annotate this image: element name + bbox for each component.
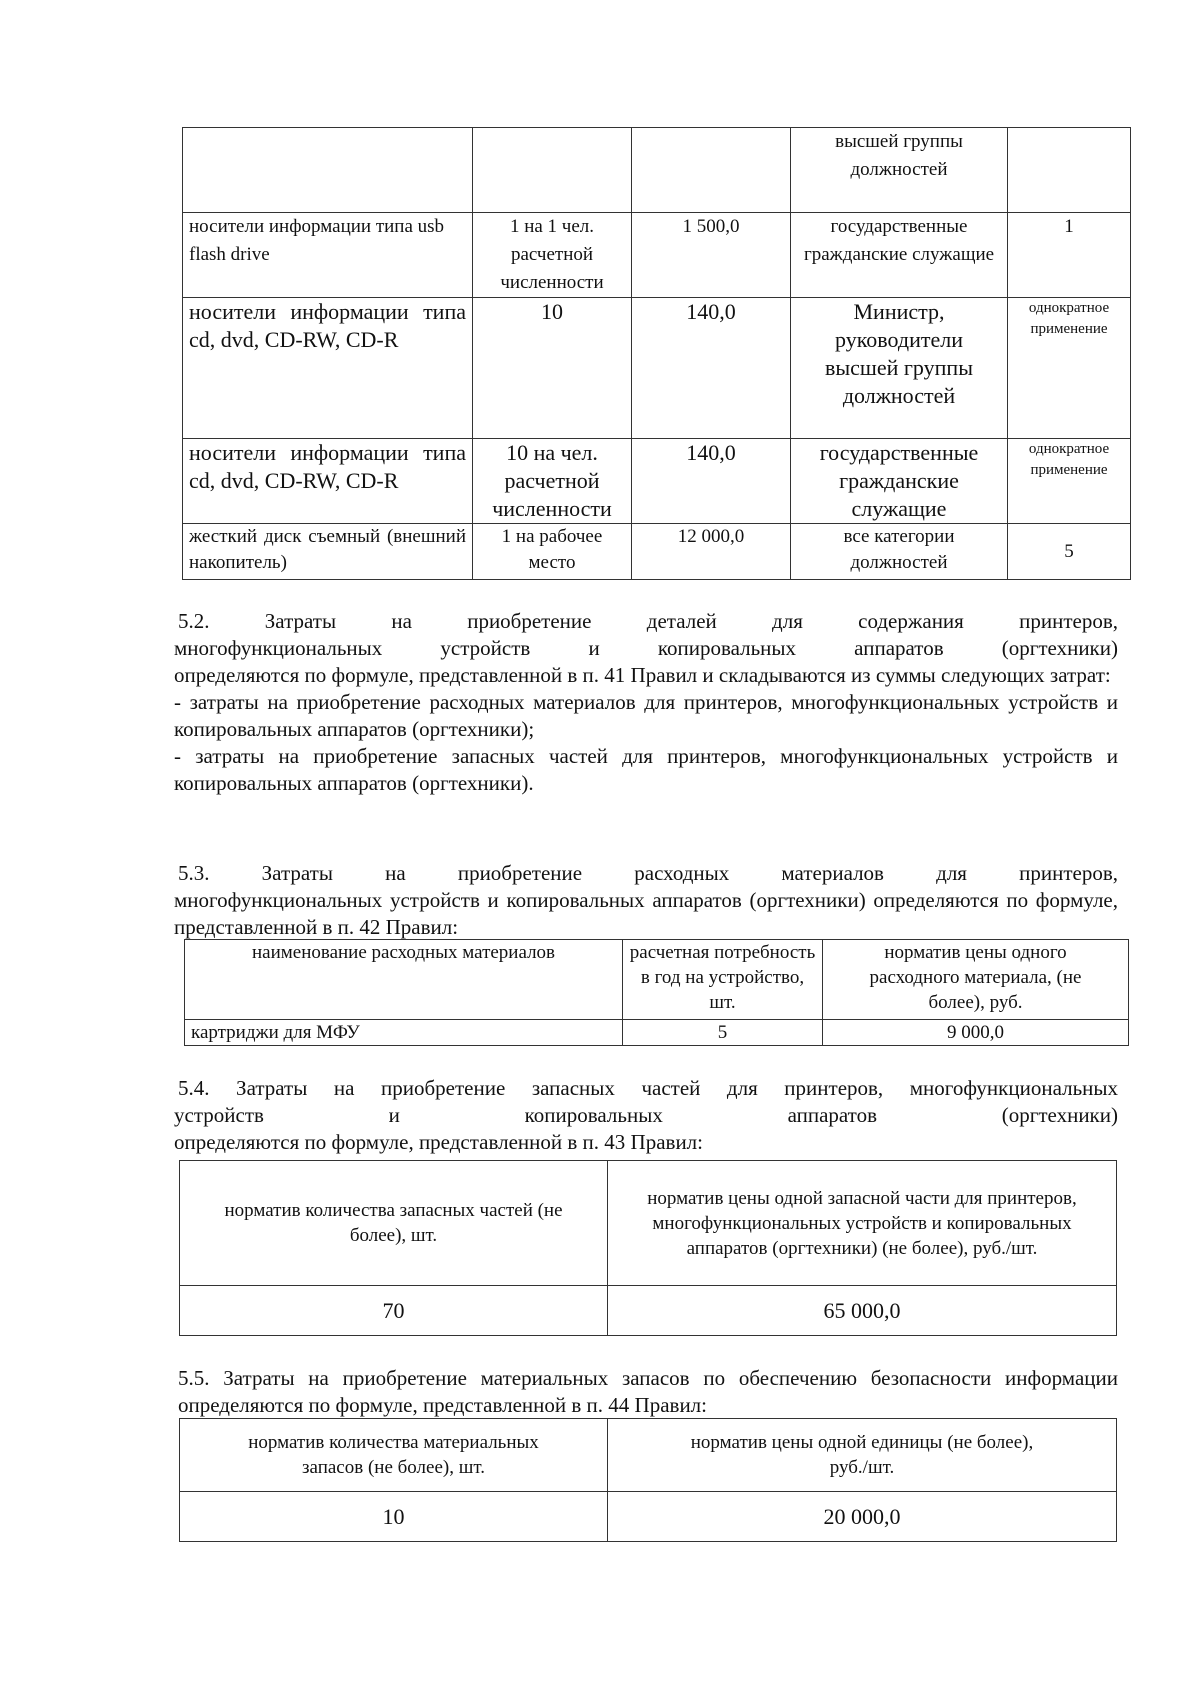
cell-quantity: 10: [180, 1492, 608, 1542]
cell-norm: 10: [473, 298, 632, 439]
bullet-item: - затраты на приобретение запасных частей для принтеров, многофункциональных устройств и копировальных аппаратов (оргтехники).: [174, 744, 1118, 795]
cell-term: однократное применение: [1008, 439, 1131, 524]
cell-price: 140,0: [632, 439, 791, 524]
bullet-item: - затраты на приобретение расходных материалов для принтеров, многофункциональных устройств и копировальных аппаратов (оргтехники);: [174, 690, 1118, 741]
cell-quantity: 5: [623, 1020, 823, 1046]
cell-price: [632, 128, 791, 213]
paragraph-line: 5.4. Затраты на приобретение запасных частей для принтеров, многофункциональных: [178, 1076, 1118, 1100]
spare-parts-table: [179, 1160, 1117, 1336]
column-header: норматив цены одной единицы (не более), руб./шт.: [608, 1419, 1117, 1492]
paragraph-text: определяются по формуле, представленной в п. 43 Правил:: [174, 1130, 703, 1154]
table-row: [183, 128, 1131, 213]
column-header: норматив количества материальных запасов (не более), шт.: [180, 1419, 608, 1492]
table-header-row: [180, 1419, 1117, 1492]
cell-name: носители информации типа cd, dvd, CD-RW, CD-R: [183, 298, 473, 439]
table-row: [185, 1020, 1129, 1046]
paragraph-text: определяются по формуле, представленной в п. 41 Правил и складываются из суммы следующих затрат:: [174, 663, 1111, 687]
cell-price: 65 000,0: [608, 1286, 1117, 1336]
norms-table-media: [182, 127, 1131, 580]
cell-price: 9 000,0: [823, 1020, 1129, 1046]
cell-name: носители информации типа usb flash drive: [183, 213, 473, 298]
table-header-row: [185, 940, 1129, 1020]
cell-price: 140,0: [632, 298, 791, 439]
cell-term: однократное применение: [1008, 298, 1131, 439]
column-header: норматив количества запасных частей (не более), шт.: [180, 1161, 608, 1286]
paragraph-line: устройств и копировальных аппаратов (оргтехники): [174, 1103, 1118, 1127]
section-5-2: [174, 608, 1118, 797]
cell-name: картриджи для МФУ: [185, 1020, 623, 1046]
table-row: [183, 524, 1131, 580]
cell-price: 1 500,0: [632, 213, 791, 298]
paragraph-text: многофункциональных устройств и копировальных аппаратов (оргтехники) определяются по формуле, представленной в п. 42 Правил:: [174, 888, 1118, 939]
cell-quantity: 70: [180, 1286, 608, 1336]
paragraph-line: 5.2. Затраты на приобретение деталей для содержания принтеров,: [178, 609, 1118, 633]
cell-category: высшей группы должностей: [791, 128, 1008, 213]
section-5-4: [174, 1075, 1118, 1156]
cell-category: все категории должностей: [791, 524, 1008, 580]
column-header: наименование расходных материалов: [185, 940, 623, 1020]
cell-norm: 1 на 1 чел. расчетной численности: [473, 213, 632, 298]
table-row: [180, 1492, 1117, 1542]
table-row: [183, 213, 1131, 298]
cell-price: 20 000,0: [608, 1492, 1117, 1542]
table-header-row: [180, 1161, 1117, 1286]
table-row: [183, 298, 1131, 439]
cell-category: государственные гражданские служащие: [791, 213, 1008, 298]
cell-norm: 1 на рабочее место: [473, 524, 632, 580]
table-row: [180, 1286, 1117, 1336]
security-materials-table: [179, 1418, 1117, 1542]
section-5-5: [174, 1365, 1118, 1419]
cell-norm: [473, 128, 632, 213]
section-5-3: [174, 860, 1118, 941]
cell-term: 5: [1008, 524, 1131, 580]
cell-name: носители информации типа cd, dvd, CD-RW, CD-R: [183, 439, 473, 524]
cell-name: [183, 128, 473, 213]
table-row: [183, 439, 1131, 524]
cell-price: 12 000,0: [632, 524, 791, 580]
cell-name: жесткий диск съемный (внешний накопитель): [183, 524, 473, 580]
column-header: норматив цены одного расходного материала, (не более), руб.: [823, 940, 1129, 1020]
paragraph-line: 5.3. Затраты на приобретение расходных материалов для принтеров,: [178, 861, 1118, 885]
cell-category: государственные гражданские служащие: [791, 439, 1008, 524]
column-header: расчетная потребность в год на устройство, шт.: [623, 940, 823, 1020]
paragraph-text: 5.5. Затраты на приобретение материальных запасов по обеспечению безопасности информации определяются по формуле, представленной в п. 44 Правил:: [178, 1366, 1118, 1417]
cell-category: Министр, руководители высшей группы должностей: [791, 298, 1008, 439]
cell-norm: 10 на чел. расчетной численности: [473, 439, 632, 524]
consumables-table: [184, 939, 1129, 1046]
cell-term: 1: [1008, 213, 1131, 298]
paragraph-line: многофункциональных устройств и копировальных аппаратов (оргтехники): [174, 636, 1118, 660]
column-header: норматив цены одной запасной части для принтеров, многофункциональных устройств и копировальных аппаратов (оргтехники) (не более), руб./шт.: [608, 1161, 1117, 1286]
cell-term: [1008, 128, 1131, 213]
